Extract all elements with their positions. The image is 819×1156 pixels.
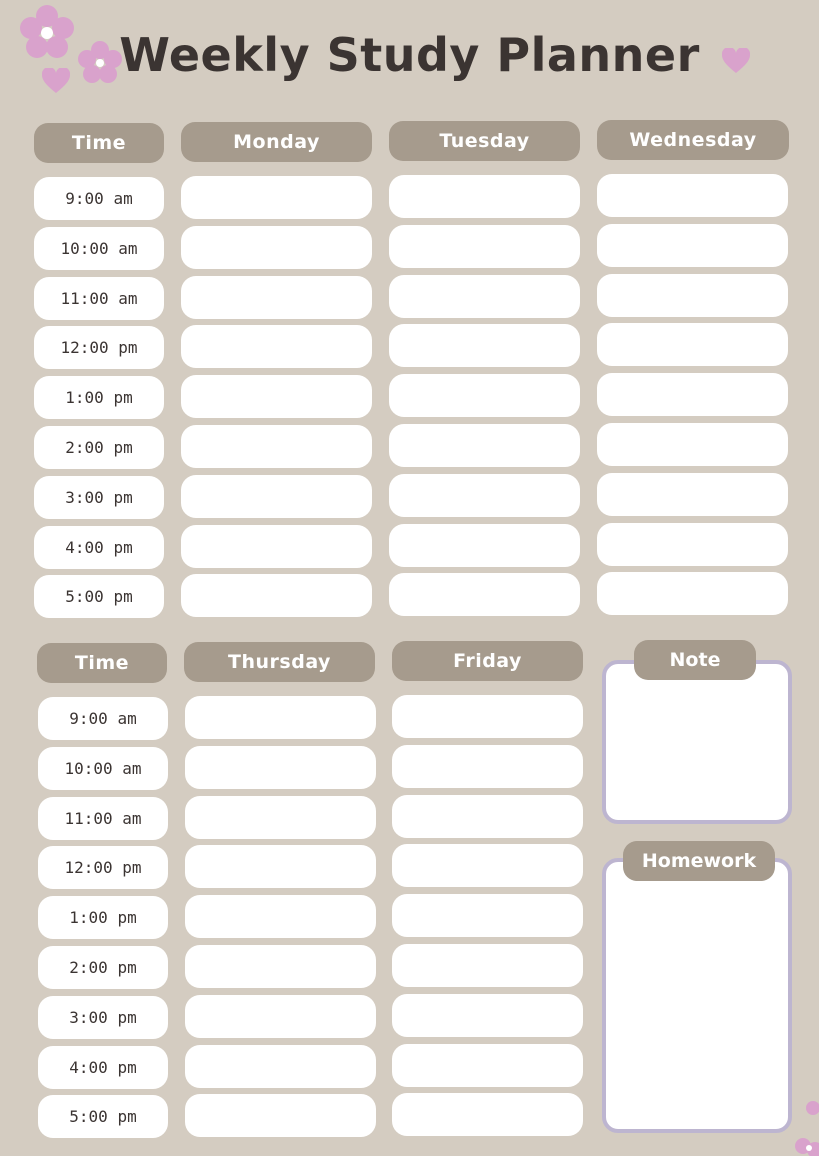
schedule-cell-top-0[interactable] xyxy=(181,226,372,269)
schedule-cell-bottom-0[interactable] xyxy=(185,1094,376,1137)
schedule-cell-top-1[interactable] xyxy=(389,424,580,467)
schedule-cell-top-1[interactable] xyxy=(389,175,580,218)
schedule-cell-top-0[interactable] xyxy=(181,325,372,368)
schedule-cell-bottom-1[interactable] xyxy=(392,745,583,788)
time-slot-label: 11:00 am xyxy=(34,277,164,320)
time-header: Time xyxy=(34,123,164,163)
homework-header: Homework xyxy=(623,841,775,881)
day-header-thursday: Thursday xyxy=(184,642,375,682)
schedule-cell-top-1[interactable] xyxy=(389,474,580,517)
time-slot-label: 10:00 am xyxy=(34,227,164,270)
day-header-wednesday: Wednesday xyxy=(597,120,789,160)
note-header: Note xyxy=(634,640,756,680)
schedule-cell-top-2[interactable] xyxy=(597,224,788,267)
schedule-cell-bottom-1[interactable] xyxy=(392,994,583,1037)
schedule-cell-bottom-1[interactable] xyxy=(392,1044,583,1087)
schedule-cell-top-0[interactable] xyxy=(181,276,372,319)
schedule-cell-bottom-0[interactable] xyxy=(185,895,376,938)
schedule-cell-top-2[interactable] xyxy=(597,373,788,416)
time-slot-label: 12:00 pm xyxy=(34,326,164,369)
schedule-cell-top-2[interactable] xyxy=(597,323,788,366)
time-slot-label: 3:00 pm xyxy=(34,476,164,519)
schedule-cell-top-1[interactable] xyxy=(389,573,580,616)
time-slot-label: 11:00 am xyxy=(38,797,168,840)
time-slot-label: 4:00 pm xyxy=(38,1046,168,1089)
time-header: Time xyxy=(37,643,167,683)
schedule-cell-bottom-0[interactable] xyxy=(185,995,376,1038)
schedule-cell-top-0[interactable] xyxy=(181,525,372,568)
time-slot-label: 10:00 am xyxy=(38,747,168,790)
time-slot-label: 1:00 pm xyxy=(38,896,168,939)
schedule-cell-bottom-0[interactable] xyxy=(185,845,376,888)
schedule-cell-top-2[interactable] xyxy=(597,423,788,466)
schedule-cell-bottom-0[interactable] xyxy=(185,796,376,839)
schedule-cell-top-2[interactable] xyxy=(597,523,788,566)
homework-box[interactable] xyxy=(602,858,792,1133)
schedule-cell-bottom-1[interactable] xyxy=(392,844,583,887)
schedule-cell-top-2[interactable] xyxy=(597,274,788,317)
schedule-cell-top-0[interactable] xyxy=(181,176,372,219)
schedule-cell-top-1[interactable] xyxy=(389,374,580,417)
time-slot-label: 5:00 pm xyxy=(34,575,164,618)
schedule-cell-top-1[interactable] xyxy=(389,275,580,318)
schedule-cell-bottom-1[interactable] xyxy=(392,944,583,987)
time-slot-label: 2:00 pm xyxy=(38,946,168,989)
page-title: Weekly Study Planner xyxy=(119,28,700,82)
note-box[interactable] xyxy=(602,660,792,824)
schedule-cell-top-0[interactable] xyxy=(181,475,372,518)
schedule-cell-top-0[interactable] xyxy=(181,375,372,418)
time-slot-label: 1:00 pm xyxy=(34,376,164,419)
schedule-cell-bottom-0[interactable] xyxy=(185,696,376,739)
time-slot-label: 5:00 pm xyxy=(38,1095,168,1138)
schedule-cell-top-2[interactable] xyxy=(597,174,788,217)
schedule-cell-top-2[interactable] xyxy=(597,473,788,516)
schedule-cell-bottom-0[interactable] xyxy=(185,945,376,988)
schedule-cell-top-0[interactable] xyxy=(181,574,372,617)
schedule-cell-bottom-0[interactable] xyxy=(185,746,376,789)
day-header-friday: Friday xyxy=(392,641,583,681)
schedule-cell-bottom-0[interactable] xyxy=(185,1045,376,1088)
time-slot-label: 9:00 am xyxy=(34,177,164,220)
schedule-cell-bottom-1[interactable] xyxy=(392,695,583,738)
schedule-cell-bottom-1[interactable] xyxy=(392,795,583,838)
day-header-monday: Monday xyxy=(181,122,372,162)
time-slot-label: 4:00 pm xyxy=(34,526,164,569)
time-slot-label: 9:00 am xyxy=(38,697,168,740)
schedule-cell-top-1[interactable] xyxy=(389,324,580,367)
schedule-cell-top-1[interactable] xyxy=(389,524,580,567)
schedule-cell-top-2[interactable] xyxy=(597,572,788,615)
time-slot-label: 2:00 pm xyxy=(34,426,164,469)
time-slot-label: 3:00 pm xyxy=(38,996,168,1039)
day-header-tuesday: Tuesday xyxy=(389,121,580,161)
schedule-cell-top-0[interactable] xyxy=(181,425,372,468)
schedule-cell-bottom-1[interactable] xyxy=(392,894,583,937)
schedule-cell-top-1[interactable] xyxy=(389,225,580,268)
time-slot-label: 12:00 pm xyxy=(38,846,168,889)
schedule-cell-bottom-1[interactable] xyxy=(392,1093,583,1136)
